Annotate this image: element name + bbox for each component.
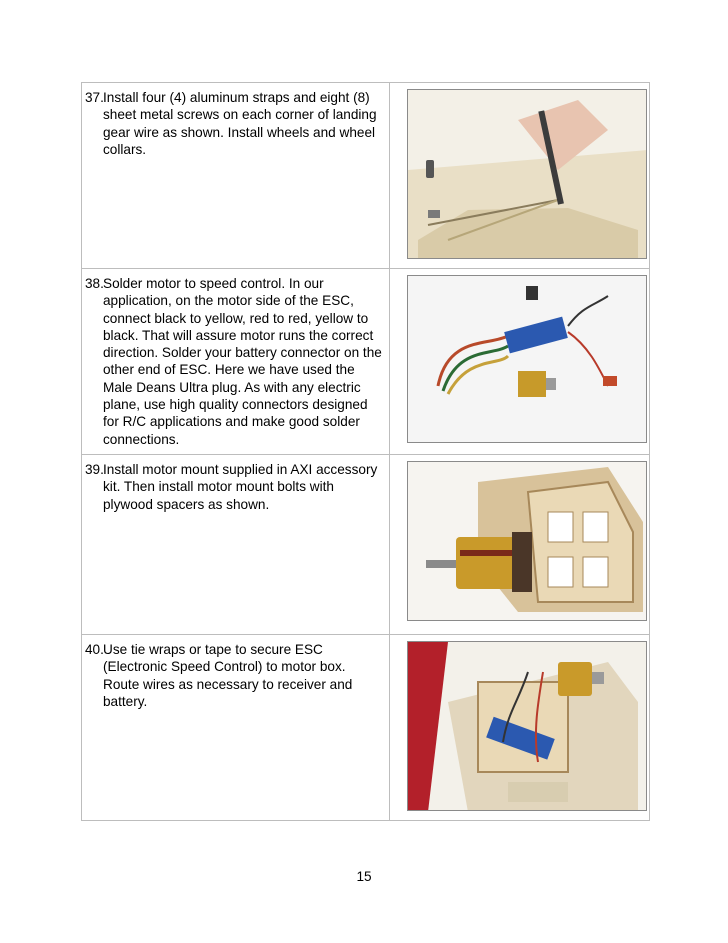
step-image-cell	[390, 635, 650, 821]
step-row-37	[82, 83, 650, 269]
step-text-cell	[82, 83, 390, 269]
step-number: 40.	[85, 642, 104, 657]
esc-secured-photo	[407, 641, 647, 811]
step-row-38	[82, 269, 650, 455]
step-text-cell	[82, 635, 390, 821]
step-image-cell	[390, 269, 650, 455]
step-text: Install motor mount supplied in AXI accessory kit. Then install motor mount bolts with plywood spacers as shown.	[103, 462, 378, 512]
motor-mount-photo	[407, 461, 647, 621]
step-number: 39.	[85, 462, 104, 477]
landing-gear-install-photo	[407, 89, 647, 259]
step-text: Solder motor to speed control. In our application, on the motor side of the ESC, connect black to yellow, red to red, yellow to black. That will assure motor runs the correct direction. Solder your battery connector on the other end of ESC. Here we have used the Male Deans Ultra plug. As with any electric plane, use high quality connectors designed for R/C applications and make good solder connections.	[103, 276, 382, 447]
step-text-cell	[82, 269, 390, 455]
step-number: 37.	[85, 90, 104, 105]
step-row-40	[82, 635, 650, 821]
step-row-39	[82, 455, 650, 635]
page-number: 15	[356, 869, 372, 884]
step-text: Install four (4) aluminum straps and eight (8) sheet metal screws on each corner of landing gear wire as shown. Install wheels and wheel collars.	[103, 90, 377, 157]
step-text-cell	[82, 455, 390, 635]
step-number: 38.	[85, 276, 104, 291]
instructions-table	[81, 82, 650, 821]
motor-esc-solder-photo	[407, 275, 647, 443]
step-text: Use tie wraps or tape to secure ESC (Electronic Speed Control) to motor box. Route wires as necessary to receiver and battery.	[103, 642, 353, 709]
step-image-cell	[390, 83, 650, 269]
step-image-cell	[390, 455, 650, 635]
